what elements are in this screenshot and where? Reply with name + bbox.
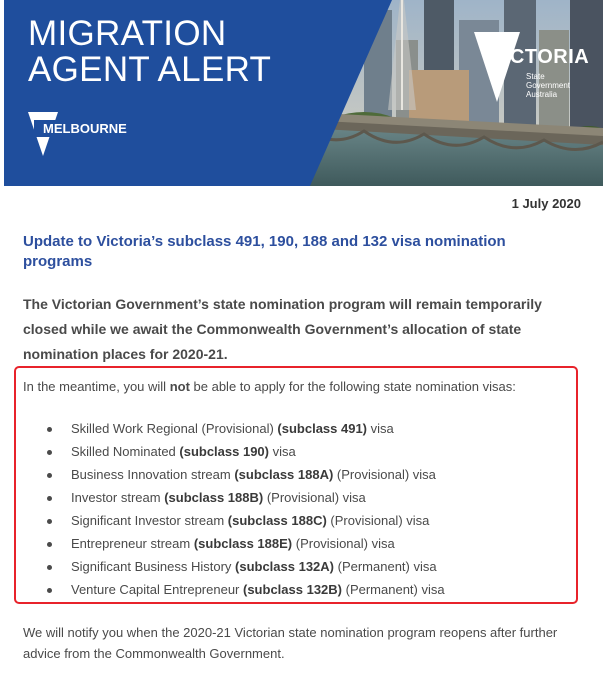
header-banner — [4, 0, 603, 186]
bullet-icon — [47, 427, 52, 432]
visa-name: Skilled Work Regional (Provisional) — [71, 421, 278, 436]
visa-suffix: (Permanent) visa — [334, 559, 437, 574]
visa-name: Business Innovation stream — [71, 467, 235, 482]
banner-title — [28, 16, 271, 88]
list-item — [47, 512, 445, 535]
visa-subclass: (subclass 132B) — [243, 582, 342, 597]
bullet-icon — [47, 519, 52, 524]
bullet-icon — [47, 450, 52, 455]
visa-suffix: (Permanent) visa — [342, 582, 445, 597]
bullet-icon — [47, 542, 52, 547]
list-item — [47, 489, 445, 512]
intro-text-end: be able to apply for the following state nomination visas: — [189, 379, 516, 394]
melbourne-logo — [28, 112, 128, 162]
banner-title-line2: AGENT ALERT — [28, 50, 272, 89]
visa-subclass: (subclass 188B) — [164, 490, 264, 505]
intro-text-bold: not — [169, 379, 190, 394]
list-item — [47, 581, 445, 604]
list-item — [47, 420, 445, 443]
melbourne-logo-text: MELBOURNE — [43, 121, 127, 136]
visa-suffix: (Provisional) visa — [326, 513, 430, 528]
list-item — [47, 535, 445, 558]
visa-subclass: (subclass 188C) — [227, 513, 327, 528]
visa-subclass: (subclass 188A) — [234, 467, 334, 482]
list-item — [47, 558, 445, 581]
list-item — [47, 443, 445, 466]
visa-name: Venture Capital Entrepreneur — [71, 582, 243, 597]
lead-paragraph: The Victorian Government’s state nomination program will remain temporarily closed while we await the Commonwealth Government’s allocation of state nomination places for 2020-21. — [23, 296, 542, 362]
banner-title-line1: MIGRATION — [28, 14, 227, 53]
visa-name: Significant Business History — [71, 559, 236, 574]
victoria-logo-text: VICTORIA — [490, 46, 590, 68]
visa-subclass: (subclass 132A) — [235, 559, 335, 574]
visa-list — [47, 420, 445, 604]
visa-name: Significant Investor stream — [71, 513, 228, 528]
alert-date: 1 July 2020 — [511, 196, 581, 211]
bullet-icon — [47, 473, 52, 478]
victoria-sub-australia: Australia — [526, 90, 558, 99]
victoria-logo-subtext — [526, 72, 570, 99]
victoria-sub-state: State — [526, 72, 545, 81]
visa-suffix: visa — [269, 444, 296, 459]
alert-heading: Update to Victoria’s subclass 491, 190, 188 and 132 visa nomination programs — [23, 233, 506, 270]
victoria-sub-government: Government — [526, 81, 571, 90]
visa-suffix: (Provisional) visa — [292, 536, 395, 551]
notice-intro — [23, 379, 516, 394]
visa-suffix: (Provisional) visa — [263, 490, 366, 505]
intro-text-start: In the meantime, you will — [23, 379, 170, 394]
visa-subclass: (subclass 190) — [179, 444, 269, 459]
footer-paragraph: We will notify you when the 2020-21 Victorian state nomination program reopens after further advice from the Commonwealth Government. — [23, 625, 558, 661]
visa-subclass: (subclass 188E) — [193, 536, 293, 551]
list-item — [47, 466, 445, 489]
bullet-icon — [47, 588, 52, 593]
visa-name: Skilled Nominated — [71, 444, 180, 459]
bullet-icon — [47, 565, 52, 570]
visa-name: Entrepreneur stream — [71, 536, 194, 551]
visa-suffix: visa — [367, 421, 394, 436]
visa-suffix: (Provisional) visa — [333, 467, 436, 482]
visa-name: Investor stream — [71, 490, 165, 505]
visa-subclass: (subclass 491) — [277, 421, 368, 436]
bullet-icon — [47, 496, 52, 501]
